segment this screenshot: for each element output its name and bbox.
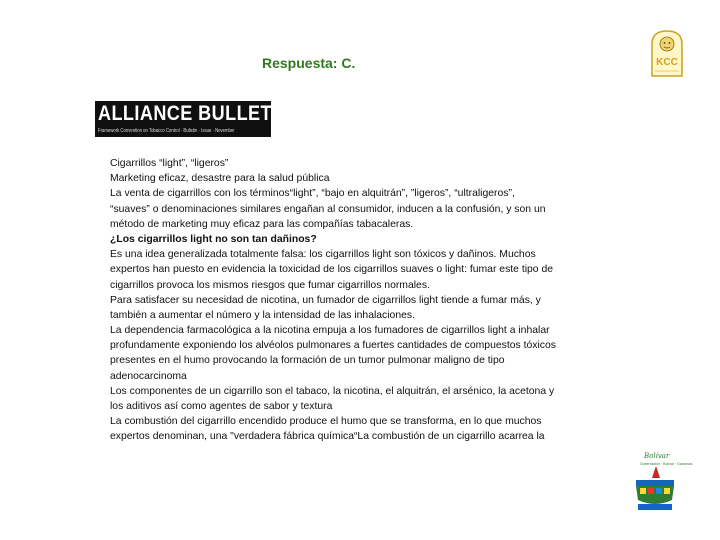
article-line: expertos han puesto en evidencia la toxicidad de los cigarrillos suaves o light: fumar este tipo de: [110, 264, 554, 276]
article-line: los aditivos así como agentes de sabor y textura: [110, 401, 333, 412]
article-line: método de marketing muy eficaz para las compañías tabacaleras.: [110, 218, 414, 230]
alliance-bulletin-banner: [95, 101, 291, 137]
article-line: Es una idea generalizada totalmente falsa: los cigarrillos light son tóxicos y dañinos. Muchos: [110, 249, 536, 261]
kcc-logo-text: KCC: [656, 57, 678, 68]
article-line: también a aumentar el número y la intensidad de las inhalaciones.: [110, 309, 415, 321]
article-line: La combustión del cigarrillo encendido produce el humo que se transforma, en lo que muchos: [110, 416, 542, 428]
article-line: La dependencia farmacológica a la nicotina empuja a los fumadores de cigarrillos light a inhalar: [110, 325, 550, 337]
kcc-logo-icon: [647, 28, 687, 78]
answer-heading: Respuesta: C.: [262, 55, 356, 71]
article-line: Los componentes de un cigarrillo son el tabaco, la nicotina, el alquitrán, el arsénico, la acetona y: [110, 385, 555, 397]
article-line: cigarrillos provoca los mismos riesgos que fumar cigarrillos normales.: [110, 279, 430, 291]
article-line: Cigarrillos “light”, “ligeros”: [110, 158, 229, 169]
article-line: Para satisfacer su necesidad de nicotina, un fumador de cigarrillos light tiende a fumar más, y: [110, 294, 541, 306]
article-line: ¿Los cigarrillos light no son tan dañinos?: [110, 233, 317, 245]
gov-tagline: Gobernación · Bolívar · Ganamos: [640, 462, 693, 466]
article-line: adenocarcinoma: [110, 370, 187, 382]
article-line: Marketing eficaz, desastre para la salud pública: [110, 173, 330, 185]
article-body: [110, 156, 590, 445]
article-line: presentes en el humo provocando la formación de un tumor pulmonar maligno de tipo: [110, 355, 505, 367]
banner-title: ALLIANCE BULLETIN: [98, 102, 291, 125]
article-line: La venta de cigarrillos con los términos“light”, “bajo en alquitrán”, ”ligeros”, “ultraligeros”,: [110, 188, 515, 200]
government-crest-icon: [626, 452, 682, 514]
banner-subtitle: Framework Convention on Tobacco Control · Bulletin · Issue · November: [98, 128, 235, 134]
article-line: expertos denominan, una "verdadera fábrica química“La combustión de un cigarrillo acarrea la: [110, 431, 545, 443]
article-line: “suaves” o denominaciones similares engañan al consumidor, inducen a la confusión, y son un: [110, 203, 546, 215]
gov-script-text: Bolívar: [644, 452, 670, 460]
article-line: profundamente exponiendo los alvéolos pulmonares a fuertes cantidades de compuestos tóxicos: [110, 340, 556, 352]
